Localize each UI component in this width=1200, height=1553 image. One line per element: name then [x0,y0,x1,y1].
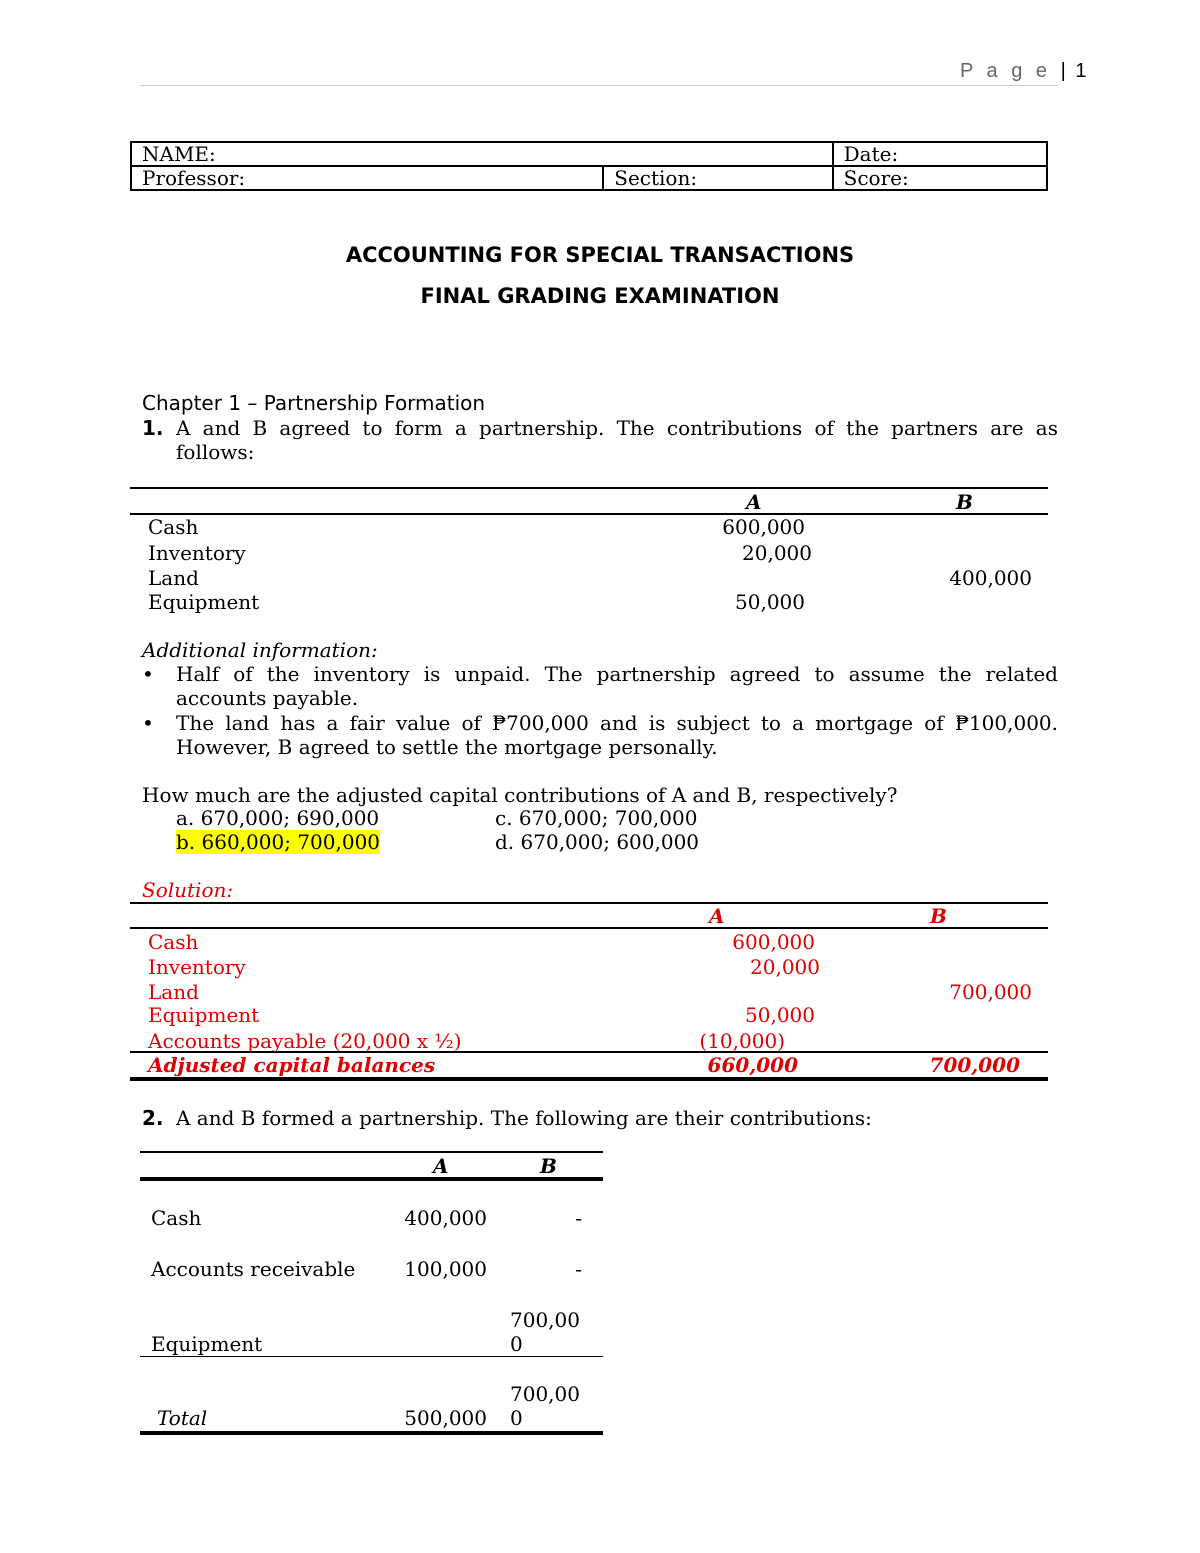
q1-row-label: Equipment [148,590,260,614]
q2-row-label: Equipment [151,1332,263,1356]
q2-header-rule [140,1177,603,1181]
solution-total-b: 700,000 [929,1053,1020,1077]
exam-subtitle: FINAL GRADING EXAMINATION [420,284,780,308]
solution-row-label: Inventory [148,955,246,979]
name-field[interactable]: NAME: [131,142,833,166]
professor-field[interactable]: Professor: [131,166,603,190]
choice-a[interactable]: a. 670,000; 690,000 [176,806,380,830]
q1-bullet: The land has a fair value of ₱700,000 and is subject to a mortgage of ₱100,000. However, B agreed to settle the mortgage personally. [176,711,1058,759]
q1-col-a: A [746,490,762,514]
q2-text: A and B formed a partnership. The following are their contributions: [176,1106,872,1130]
q1-bullet: Half of the inventory is unpaid. The partnership agreed to assume the related accounts payable. [176,662,1058,710]
q2-col-a: A [433,1154,449,1178]
solution-row-label: Cash [148,930,199,954]
q2-table-top-rule [140,1151,603,1153]
solution-top-rule [130,902,1048,904]
choice-d[interactable]: d. 670,000; 600,000 [495,830,700,854]
q1-table-header-rule [130,513,1048,515]
q2-row-a: 400,000 [404,1206,487,1230]
solution-row-a: 20,000 [750,955,820,979]
solution-label: Solution: [142,878,234,902]
solution-double-rule [130,1077,1048,1081]
solution-col-a: A [709,904,725,928]
bullet-icon: • [142,711,154,735]
q2-total-label: Total [157,1406,208,1430]
q1-row-a: 50,000 [735,590,805,614]
q1-table-top-rule [130,487,1048,489]
q2-subtotal-rule [140,1356,603,1357]
q1-number: 1. [142,416,164,440]
section-field[interactable]: Section: [603,166,832,190]
q2-total-rule [140,1431,603,1435]
q2-row-b: 700,00 [510,1308,580,1332]
q2-col-b: B [540,1154,557,1178]
solution-total-label: Adjusted capital balances [148,1053,436,1077]
q2-row-label: Accounts receivable [151,1257,356,1281]
solution-col-b: B [930,904,947,928]
bullet-icon: • [142,662,154,686]
solution-row-a: 600,000 [732,930,815,954]
q1-row-b: 400,000 [949,566,1032,590]
solution-row-label: Equipment [148,1003,260,1027]
q1-col-b: B [956,490,973,514]
q2-total-b: 700,00 [510,1382,580,1406]
q2-total-a: 500,000 [404,1406,487,1430]
solution-header-rule [130,927,1048,929]
solution-row-label: Accounts payable (20,000 x ½) [148,1029,462,1053]
q2-row-b: - [575,1257,582,1281]
solution-row-label: Land [148,980,199,1004]
header-rule [140,85,1058,86]
additional-info-label: Additional information: [142,638,378,662]
score-field[interactable]: Score: [833,166,1047,190]
solution-row-a: 50,000 [745,1003,815,1027]
q1-question: How much are the adjusted capital contributions of A and B, respectively? [142,783,898,807]
q2-total-b: 0 [510,1406,523,1430]
student-info-table [130,141,1048,191]
chapter-heading: Chapter 1 – Partnership Formation [142,391,486,415]
solution-row-b: 700,000 [949,980,1032,1004]
solution-total-a: 660,000 [707,1053,798,1077]
q2-row-b: - [575,1206,582,1230]
page-number: P a g e | 1 [960,60,1087,82]
q2-number: 2. [142,1106,164,1130]
q1-row-a: 600,000 [722,515,805,539]
q1-text: A and B agreed to form a partnership. The contributions of the partners are as follows: [176,416,1058,464]
date-field[interactable]: Date: [833,142,1047,166]
choice-c[interactable]: c. 670,000; 700,000 [495,806,698,830]
q1-row-label: Land [148,566,199,590]
choice-b-correct[interactable]: b. 660,000; 700,000 [176,830,381,854]
q2-row-label: Cash [151,1206,202,1230]
q2-row-b: 0 [510,1332,523,1356]
q1-row-label: Inventory [148,541,246,565]
exam-title: ACCOUNTING FOR SPECIAL TRANSACTIONS [345,243,855,267]
q1-row-label: Cash [148,515,199,539]
q1-row-a: 20,000 [742,541,812,565]
solution-row-a: (10,000) [699,1029,785,1053]
q2-row-a: 100,000 [404,1257,487,1281]
